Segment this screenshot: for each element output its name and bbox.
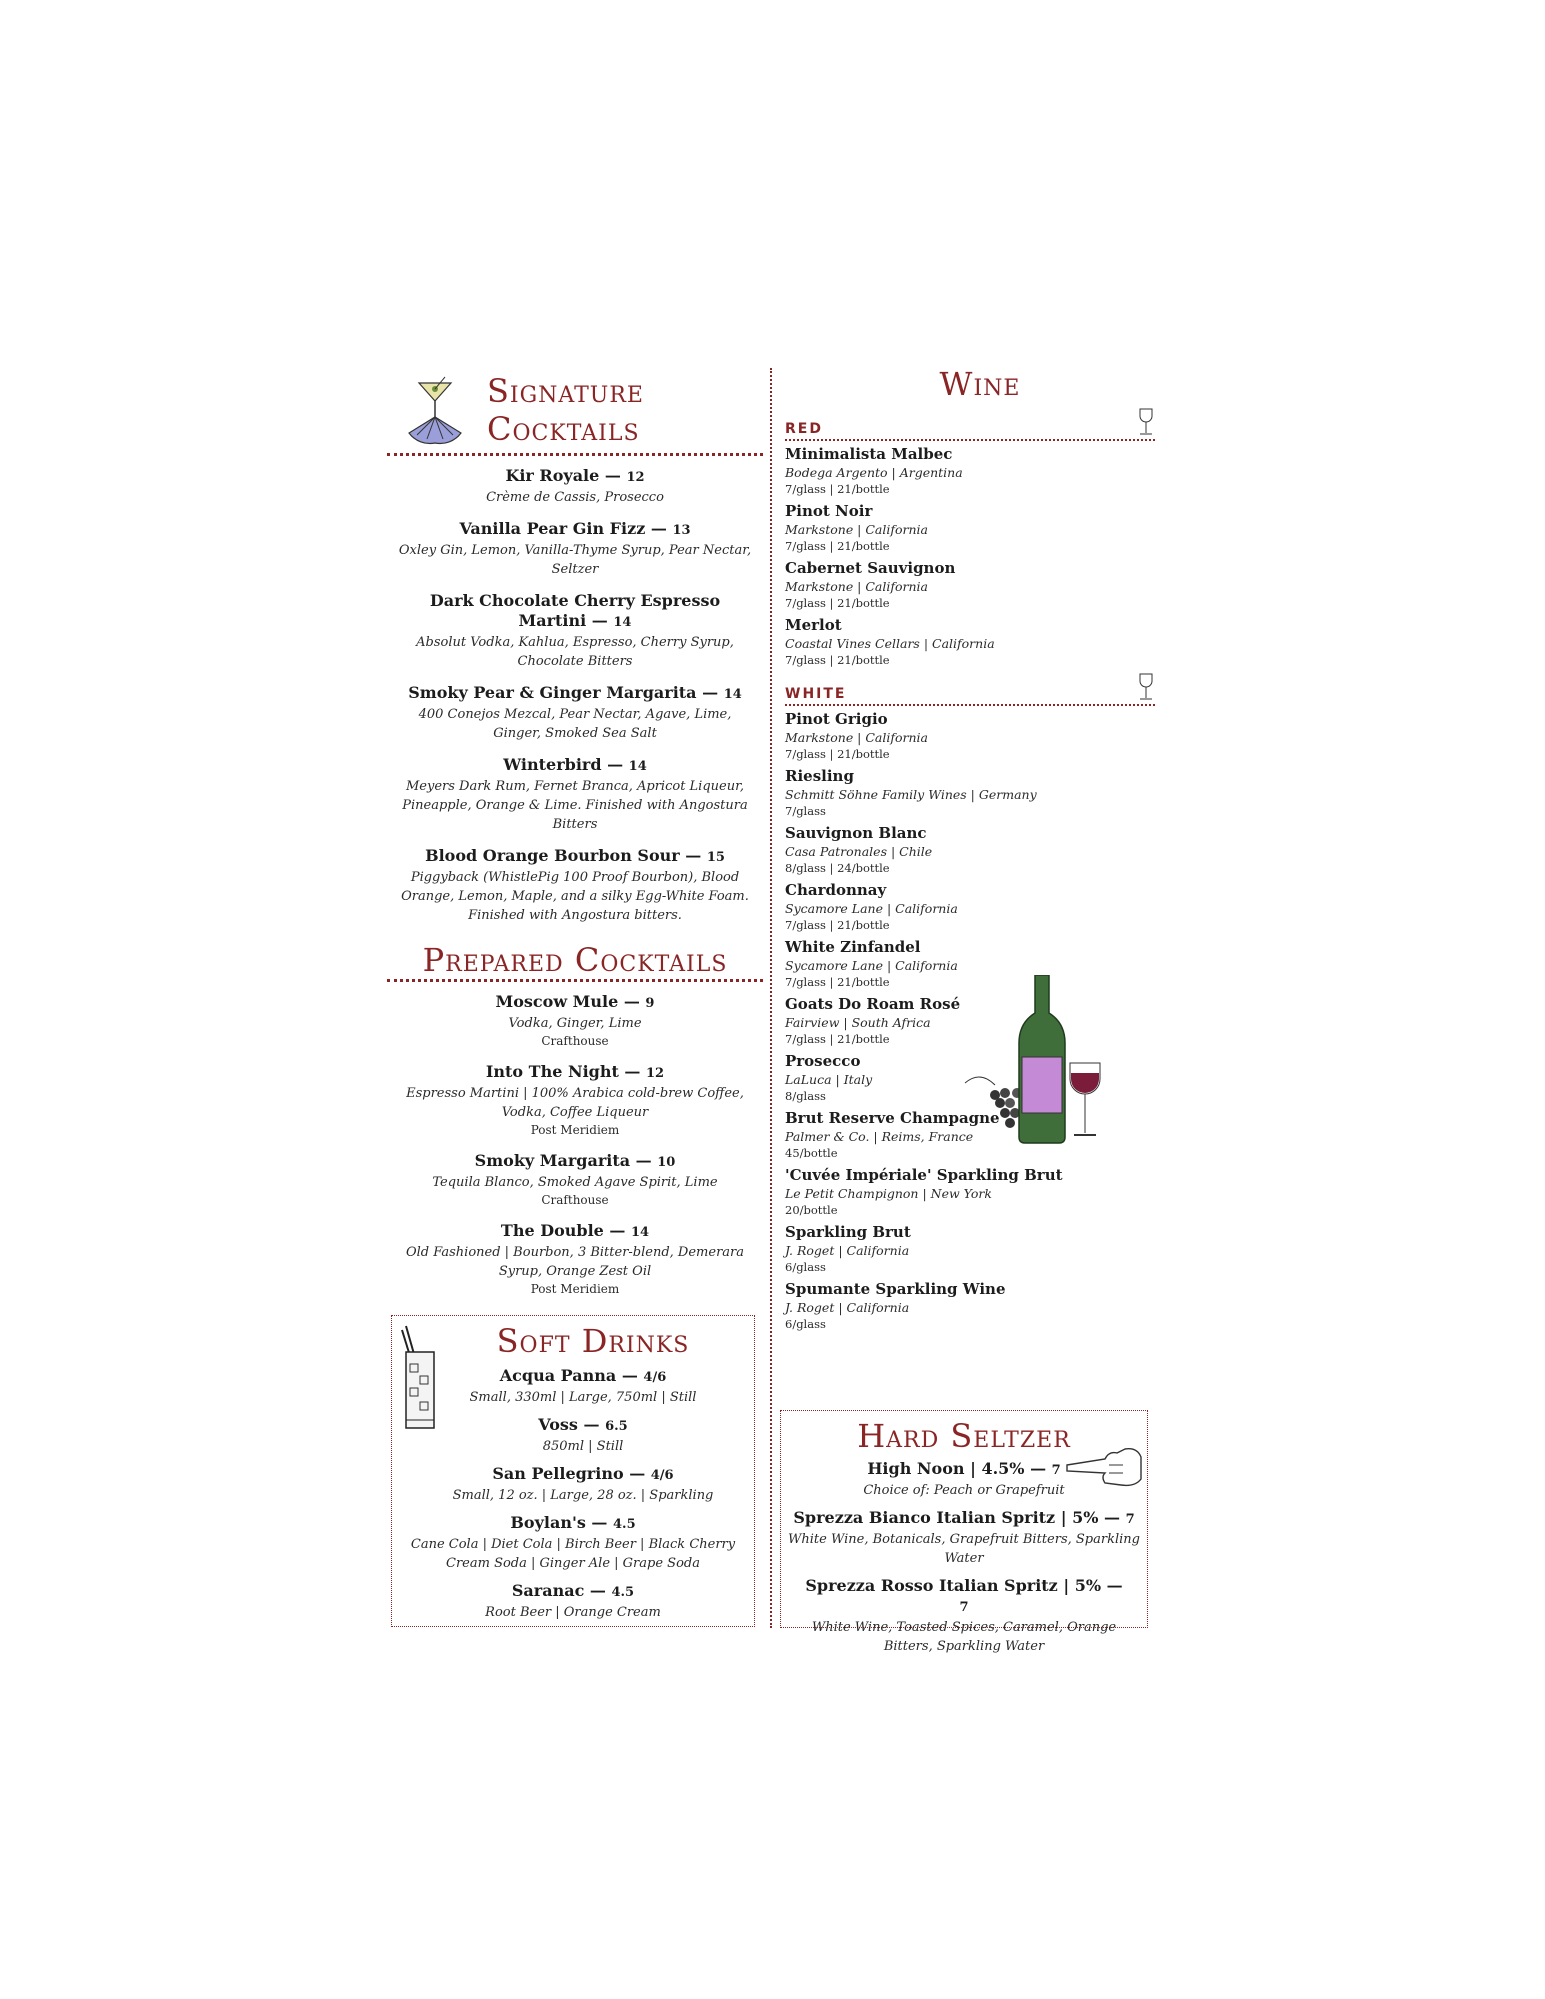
item-maker: Post Meridiem [530, 1282, 620, 1296]
wine-price: 7/glass | 21/bottle [785, 1032, 890, 1046]
menu-item: Voss — 6.5 850ml | Still [412, 1415, 754, 1456]
wine-origin: Schmitt Söhne Family Wines | Germany [785, 787, 1037, 802]
wine-item [785, 1165, 1155, 1218]
white-subheader [785, 672, 1155, 706]
item-price: 10 [657, 1155, 676, 1170]
grapes-icon [965, 1077, 1022, 1128]
item-price: 4/6 [643, 1370, 667, 1385]
wine-item [785, 615, 1155, 668]
wine-origin: Coastal Vines Cellars | California [785, 636, 995, 651]
item-desc: 850ml | Still [542, 1439, 624, 1454]
item-desc: Small, 330ml | Large, 750ml | Still [469, 1390, 697, 1405]
item-price: 13 [672, 523, 691, 538]
menu-item: Acqua Panna — 4/6 Small, 330ml | Large, 750ml | Still [412, 1366, 754, 1407]
item-desc: Old Fashioned | Bourbon, 3 Bitter-blend, Demerara Syrup, Orange Zest Oil [405, 1245, 745, 1279]
column-divider [770, 368, 772, 1628]
item-name: Acqua Panna [499, 1366, 617, 1385]
prepared-list [395, 992, 755, 1298]
wine-price: 7/glass | 21/bottle [785, 539, 890, 553]
wine-name: Sparkling Brut [785, 1223, 911, 1241]
wine-name: Prosecco [785, 1052, 861, 1070]
item-desc: Tequila Blanco, Smoked Agave Spirit, Lime [432, 1175, 718, 1190]
item-desc: Small, 12 oz. | Large, 28 oz. | Sparkling [452, 1488, 714, 1503]
wine-name: White Zinfandel [785, 938, 921, 956]
white-label: WHITE [785, 686, 847, 702]
wine-price: 20/bottle [785, 1203, 838, 1217]
menu-item: Sprezza Rosso Italian Spritz | 5% — 7 White Wine, Toasted Spices, Caramel, Orange Bitters, Sparkling Water [781, 1576, 1147, 1656]
red-wine-glass-icon [1070, 1063, 1100, 1135]
soft-drinks-title: Soft Drinks [496, 1322, 690, 1360]
wine-name: Riesling [785, 767, 854, 785]
menu-item: Winterbird — 14 Meyers Dark Rum, Fernet Branca, Apricot Liqueur, Pineapple, Orange & Lime. Finished with Angostura Bitters [395, 755, 755, 834]
wine-name: 'Cuvée Impériale' Sparkling Brut [785, 1166, 1063, 1184]
signature-title-line1: Signature [487, 372, 644, 410]
wine-origin: Sycamore Lane | California [785, 958, 958, 973]
left-column [395, 365, 755, 1310]
item-name: Moscow Mule [495, 992, 619, 1011]
item-desc: Meyers Dark Rum, Fernet Branca, Apricot Liqueur, Pineapple, Orange & Lime. Finished with Angostura Bitters [402, 779, 748, 832]
wine-origin: Sycamore Lane | California [785, 901, 958, 916]
wine-name: Brut Reserve Champagne [785, 1109, 1000, 1127]
item-price: 7 [1125, 1512, 1135, 1527]
item-desc: Oxley Gin, Lemon, Vanilla-Thyme Syrup, Pear Nectar, Seltzer [398, 543, 752, 577]
item-price: 9 [645, 996, 655, 1011]
item-desc: Cane Cola | Diet Cola | Birch Beer | Black Cherry Cream Soda | Ginger Ale | Grape Soda [410, 1537, 736, 1571]
wine-price: 8/glass | 24/bottle [785, 861, 890, 875]
item-name: Kir Royale [505, 466, 600, 485]
wine-name: Cabernet Sauvignon [785, 559, 956, 577]
wine-name: Pinot Grigio [785, 710, 888, 728]
wine-item [785, 444, 1155, 497]
item-name: Into The Night [485, 1062, 619, 1081]
item-maker: Post Meridiem [530, 1123, 620, 1137]
wine-item [785, 823, 1155, 876]
menu-item: Boylan's — 4.5 Cane Cola | Diet Cola | Birch Beer | Black Cherry Cream Soda | Ginger Ale | Grape Soda [410, 1513, 736, 1571]
wine-origin: Markstone | California [785, 730, 929, 745]
wine-price: 7/glass | 21/bottle [785, 918, 890, 932]
item-name: Blood Orange Bourbon Sour [425, 846, 680, 865]
wine-item [785, 501, 1155, 554]
wine-name: Minimalista Malbec [785, 445, 953, 463]
item-name: High Noon | 4.5% [867, 1459, 1025, 1478]
menu-item: Into The Night — 12 Espresso Martini | 100% Arabica cold-brew Coffee, Vodka, Coffee Liqueur Post Meridiem [395, 1062, 755, 1139]
wine-origin: Casa Patronales | Chile [785, 844, 933, 859]
wine-item [785, 709, 1155, 762]
red-list [785, 444, 1155, 668]
item-price: 14 [613, 615, 632, 630]
wine-origin: Markstone | California [785, 522, 929, 537]
prepared-divider [387, 979, 763, 982]
item-price: 4.5 [611, 1585, 635, 1600]
item-name: Voss [538, 1415, 578, 1434]
signature-list [395, 466, 755, 925]
signature-title-line2: Cocktails [487, 410, 640, 448]
wine-origin: Markstone | California [785, 579, 929, 594]
wine-origin: Bodega Argento | Argentina [785, 465, 963, 480]
item-price: 4/6 [650, 1468, 674, 1483]
item-name: Sprezza Bianco Italian Spritz | 5% [793, 1508, 1099, 1527]
item-name: San Pellegrino [492, 1464, 624, 1483]
item-desc: Piggyback (WhistlePig 100 Proof Bourbon), Blood Orange, Lemon, Maple, and a silky Egg-White Foam. Finished with Angostura bitters. [401, 870, 749, 923]
item-name: The Double [500, 1221, 604, 1240]
item-price: 7 [959, 1600, 969, 1615]
martini-icon [405, 373, 465, 448]
menu-item: Moscow Mule — 9 Vodka, Ginger, Lime Crafthouse [395, 992, 755, 1050]
item-name: Winterbird [503, 755, 602, 774]
item-price: 12 [646, 1066, 665, 1081]
wine-title: Wine [939, 365, 1021, 403]
item-name: Boylan's [510, 1513, 586, 1532]
wine-origin: J. Roget | California [785, 1300, 910, 1315]
wine-price: 6/glass [785, 1260, 826, 1274]
soft-drinks-box [391, 1315, 755, 1627]
item-desc: Vodka, Ginger, Lime [508, 1016, 642, 1031]
item-desc: White Wine, Toasted Spices, Caramel, Orange Bitters, Sparkling Water [811, 1620, 1117, 1654]
item-price: 6.5 [605, 1419, 628, 1434]
wine-item [785, 558, 1155, 611]
item-desc: White Wine, Botanicals, Grapefruit Bitters, Sparkling Water [788, 1532, 1140, 1566]
wine-name: Chardonnay [785, 881, 887, 899]
wine-item [785, 880, 1155, 933]
item-maker: Crafthouse [541, 1193, 609, 1207]
wine-price: 6/glass [785, 1317, 826, 1331]
wine-item [785, 766, 1155, 819]
prepared-title: Prepared Cocktails [422, 941, 728, 979]
highball-glass-icon [398, 1324, 442, 1434]
wine-name: Sauvignon Blanc [785, 824, 927, 842]
menu-item: Vanilla Pear Gin Fizz — 13 Oxley Gin, Lemon, Vanilla-Thyme Syrup, Pear Nectar, Seltzer [395, 519, 755, 579]
wine-origin: Le Petit Champignon | New York [785, 1186, 992, 1201]
item-price: 14 [628, 759, 647, 774]
wine-glass-icon [1137, 672, 1155, 702]
wine-price: 7/glass | 21/bottle [785, 653, 890, 667]
item-price: 14 [630, 1225, 650, 1240]
wine-origin: LaLuca | Italy [785, 1072, 873, 1087]
menu-item: High Noon | 4.5% — 7 Choice of: Peach or Grapefruit [781, 1459, 1147, 1500]
item-desc: Crème de Cassis, Prosecco [486, 490, 664, 505]
wine-origin: J. Roget | California [785, 1243, 910, 1258]
item-price: 14 [723, 687, 742, 702]
red-subheader [785, 407, 1155, 441]
wine-price: 7/glass | 21/bottle [785, 482, 890, 496]
item-desc: Choice of: Peach or Grapefruit [863, 1483, 1065, 1498]
pointing-hand-icon [1065, 1443, 1145, 1491]
item-name: Smoky Margarita [474, 1151, 631, 1170]
item-price: 4.5 [613, 1517, 636, 1532]
item-maker: Crafthouse [541, 1034, 609, 1048]
item-name: Saranac [511, 1581, 585, 1600]
menu-item: Blood Orange Bourbon Sour — 15 Piggyback (WhistlePig 100 Proof Bourbon), Blood Orange, Lemon, Maple, and a silky Egg-White Foam. Finished with Angostura bitters. [395, 846, 755, 925]
wine-price: 7/glass [785, 804, 826, 818]
wine-price: 7/glass | 21/bottle [785, 596, 890, 610]
wine-glass-icon [1137, 407, 1155, 437]
wine-name: Merlot [785, 616, 842, 634]
wine-origin: Palmer & Co. | Reims, France [785, 1129, 974, 1144]
wine-column [785, 365, 1155, 1336]
item-name: Dark Chocolate Cherry Espresso Martini [429, 591, 721, 630]
item-price: 12 [626, 470, 645, 485]
item-name: Smoky Pear & Ginger Margarita [408, 683, 697, 702]
menu-item: Sprezza Bianco Italian Spritz | 5% — 7 White Wine, Botanicals, Grapefruit Bitters, Sparkling Water [781, 1508, 1147, 1568]
wine-bottle-illustration [955, 975, 1115, 1155]
wine-price: 45/bottle [785, 1146, 838, 1160]
item-desc: Root Beer | Orange Cream [485, 1605, 661, 1620]
wine-name: Goats Do Roam Rosé [785, 995, 961, 1013]
item-price: 15 [706, 850, 725, 865]
item-desc: Espresso Martini | 100% Arabica cold-brew Coffee, Vodka, Coffee Liqueur [406, 1086, 744, 1120]
item-desc: Absolut Vodka, Kahlua, Espresso, Cherry Syrup, Chocolate Bitters [416, 635, 734, 669]
wine-origin: Fairview | South Africa [785, 1015, 931, 1030]
item-price: 7 [1051, 1463, 1061, 1478]
wine-price: 7/glass | 21/bottle [785, 747, 890, 761]
wine-name: Spumante Sparkling Wine [785, 1280, 1006, 1298]
wine-price: 7/glass | 21/bottle [785, 975, 890, 989]
wine-item [785, 1279, 1155, 1332]
item-name: Sprezza Rosso Italian Spritz | 5% [805, 1576, 1102, 1595]
hard-seltzer-title: Hard Seltzer [857, 1417, 1071, 1455]
menu-item: San Pellegrino — 4/6 Small, 12 oz. | Large, 28 oz. | Sparkling [412, 1464, 754, 1505]
menu-item: Smoky Margarita — 10 Tequila Blanco, Smoked Agave Spirit, Lime Crafthouse [395, 1151, 755, 1209]
menu-item: Kir Royale — 12 Crème de Cassis, Prosecco [395, 466, 755, 507]
menu-item: The Double — 14 Old Fashioned | Bourbon, 3 Bitter-blend, Demerara Syrup, Orange Zest Oil Post Meridiem [395, 1221, 755, 1298]
item-name: Vanilla Pear Gin Fizz [459, 519, 646, 538]
wine-name: Pinot Noir [785, 502, 873, 520]
signature-header [395, 365, 755, 455]
menu-item: Dark Chocolate Cherry Espresso Martini — 14 Absolut Vodka, Kahlua, Espresso, Cherry Syrup, Chocolate Bitters [395, 591, 755, 671]
hard-seltzer-box [780, 1410, 1148, 1654]
item-desc: 400 Conejos Mezcal, Pear Nectar, Agave, Lime, Ginger, Smoked Sea Salt [418, 707, 732, 741]
menu-item: Smoky Pear & Ginger Margarita — 14 400 Conejos Mezcal, Pear Nectar, Agave, Lime, Ginger, Smoked Sea Salt [395, 683, 755, 743]
menu-item: Saranac — 4.5 Root Beer | Orange Cream [392, 1581, 754, 1622]
red-label: RED [785, 421, 823, 437]
wine-item [785, 1222, 1155, 1275]
wine-price: 8/glass [785, 1089, 826, 1103]
